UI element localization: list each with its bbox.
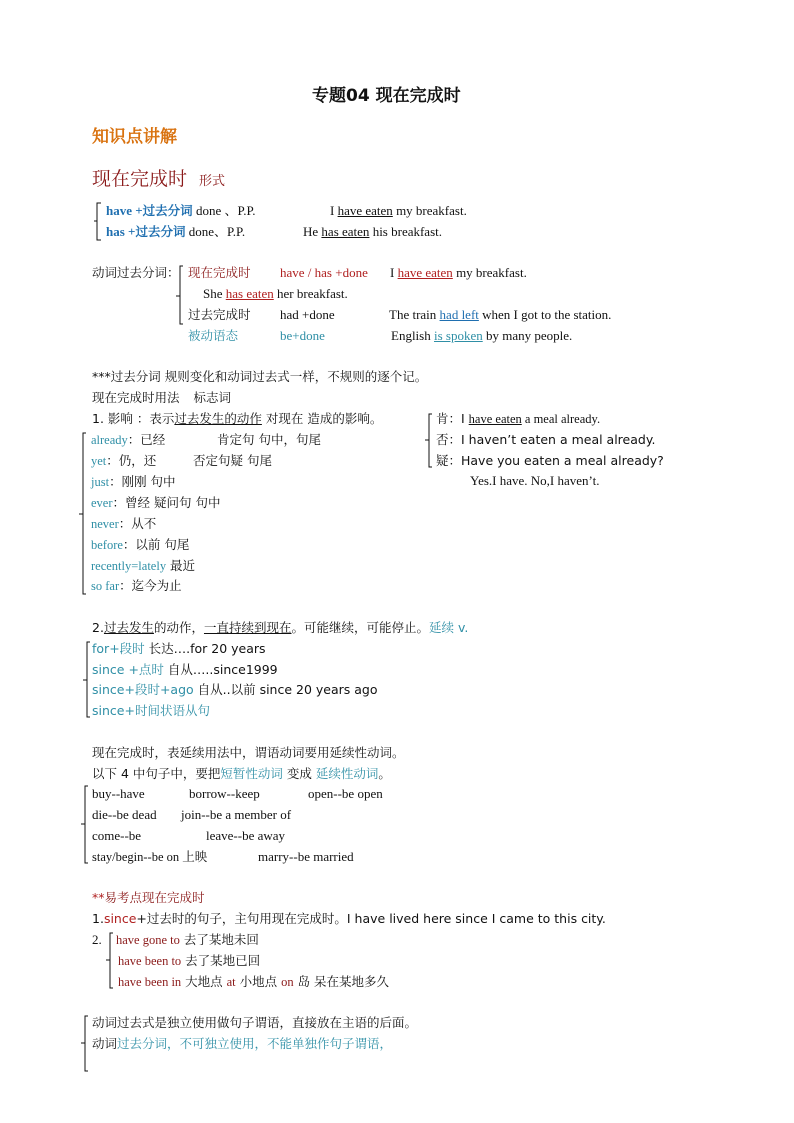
- usage2-definition: 2.过去发生的动作，一直持续到现在。可能继续，可能停止。延续 v.: [92, 620, 469, 635]
- pair-3a: come--be: [92, 828, 142, 843]
- pp-row4-name: 被动语态: [188, 328, 239, 343]
- signal-yet-note: 否定句疑 句尾: [193, 453, 272, 468]
- duration-since-point: since +点时 自从…..since1999: [92, 662, 278, 677]
- usage1-definition: 1. 影响 ：表示过去发生的动作 对现在 造成的影响。: [92, 411, 383, 426]
- pp-row3-example: The train had left when I got to the station.: [389, 307, 612, 322]
- exam-gone-to: have gone to 去了某地未回: [116, 932, 259, 947]
- signal-already-note: 肯定句 句中，句尾: [217, 432, 321, 447]
- signal-so-far: so far：迄今为止: [91, 578, 182, 593]
- pp-row1-name: 现在完成时: [188, 265, 251, 280]
- note-past-participle: ***过去分词 规则变化和动词过去式一样，不规则的逐个记。: [92, 369, 428, 384]
- example-negative: 否：I haven’t eaten a meal already.: [436, 432, 656, 447]
- usage-title: 现在完成时用法 标志词: [92, 390, 232, 405]
- final-note-1: 动词过去式是独立使用做句子谓语，直接放在主语的后面。: [92, 1015, 418, 1030]
- duration-since-ago: since+段时+ago 自从..以前 since 20 years ago: [92, 682, 378, 697]
- section-heading: 知识点讲解: [92, 127, 177, 147]
- continuous-note: 现在完成时，表延续用法中，谓语动词要用延续性动词。: [92, 745, 405, 760]
- form-example-has: He has eaten his breakfast.: [303, 224, 442, 239]
- exam-title: **易考点现在完成时: [92, 890, 205, 905]
- form-row-have: have +过去分词 done 、P.P.: [106, 203, 256, 218]
- example-answer: Yes.I have. No,I haven’t.: [470, 473, 600, 488]
- pair-4a: stay/begin--be on 上映: [92, 850, 208, 864]
- exam-point-2-number: 2.: [92, 932, 102, 947]
- pp-row3-name: 过去完成时: [188, 307, 251, 322]
- section-title: 现在完成时 形式: [92, 168, 226, 190]
- form-example-have: I have eaten my breakfast.: [330, 203, 467, 218]
- exam-been-to: have been to 去了某地已回: [118, 953, 261, 968]
- pair-1a: buy--have: [92, 786, 145, 801]
- form-row-has: has +过去分词 done、P.P.: [106, 224, 246, 239]
- example-question: 疑：Have you eaten a meal already?: [436, 453, 664, 468]
- signal-before: before：以前 句尾: [91, 537, 190, 552]
- pp-row2-example: She has eaten her breakfast.: [203, 286, 348, 301]
- pp-row4-example: English is spoken by many people.: [391, 328, 573, 343]
- duration-since-clause: since+时间状语从句: [92, 703, 210, 718]
- exam-point-1: 1.since+过去时的句子，主句用现在完成时。I have lived here since I came to this city.: [92, 911, 606, 926]
- continuous-instruction: 以下 4 中句子中，要把短暂性动词 变成 延续性动词。: [92, 766, 391, 781]
- pair-3b: leave--be away: [206, 828, 286, 843]
- pp-row1-form: have / has +done: [280, 265, 368, 280]
- signal-ever: ever：曾经 疑问句 句中: [91, 495, 221, 510]
- signal-just: just：刚刚 句中: [91, 474, 176, 489]
- signal-yet: yet：仍，还: [91, 453, 157, 468]
- page-title: 专题04 现在完成时: [312, 86, 461, 106]
- pp-row4-form: be+done: [280, 328, 325, 343]
- pp-label: 动词过去分词：: [92, 265, 180, 280]
- pp-row1-example: I have eaten my breakfast.: [390, 265, 527, 280]
- pair-4b: marry--be married: [258, 849, 354, 864]
- duration-for: for+段时 长达….for 20 years: [92, 641, 266, 656]
- signal-never: never：从不: [91, 516, 157, 531]
- exam-been-in: have been in 大地点 at 小地点 on 岛 呆在某地多久: [118, 974, 390, 989]
- final-note-2: 动词过去分词，不可独立使用，不能单独作句子谓语，: [92, 1036, 393, 1051]
- pair-1b: borrow--keep: [189, 786, 260, 801]
- example-positive: 肯：I have eaten a meal already.: [436, 411, 601, 426]
- pair-2a: die--be dead: [92, 807, 157, 822]
- pair-2b: join--be a member of: [181, 807, 292, 822]
- pair-1c: open--be open: [308, 786, 383, 801]
- signal-already: already：已经: [91, 432, 166, 447]
- signal-recently: recently=lately 最近: [91, 558, 196, 573]
- pp-row3-form: had +done: [280, 307, 335, 322]
